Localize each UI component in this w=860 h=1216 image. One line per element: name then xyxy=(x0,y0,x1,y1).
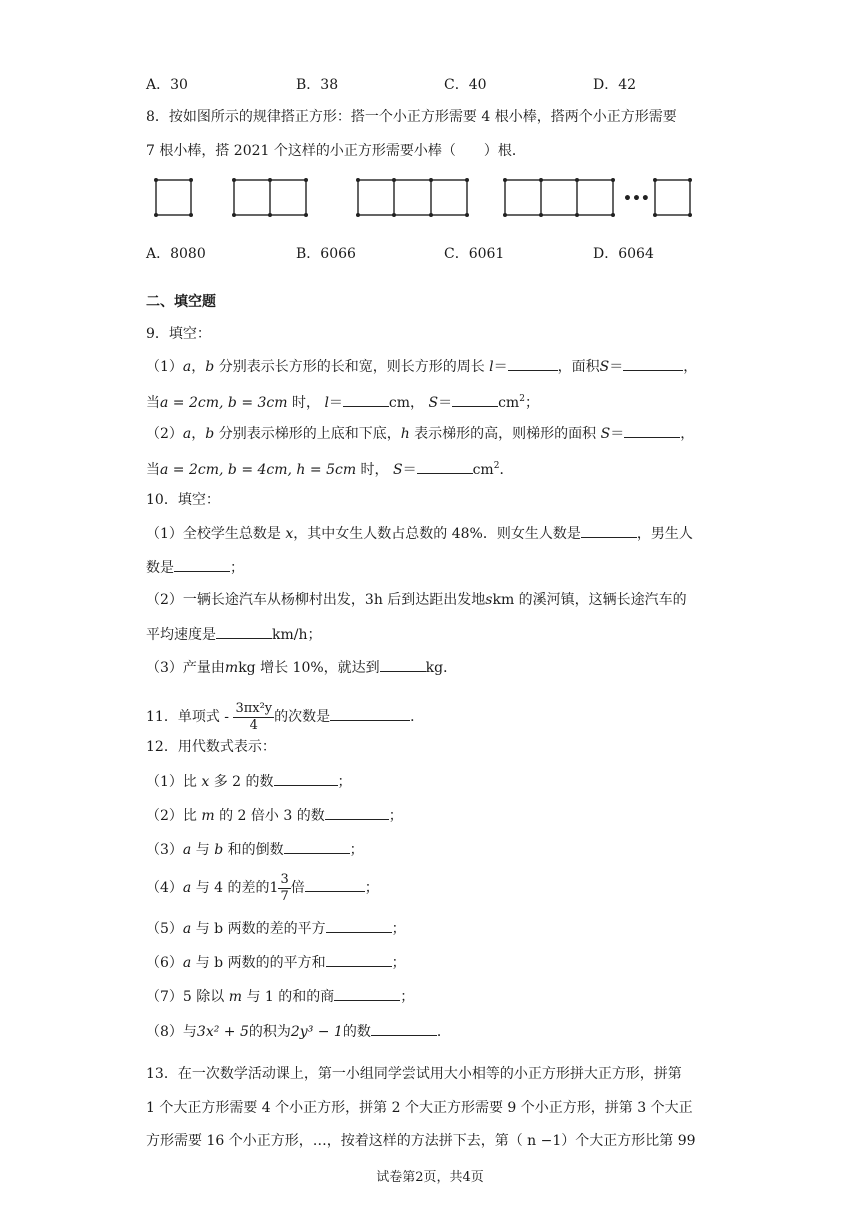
q7-option-b: B．38 xyxy=(296,77,339,93)
blank xyxy=(371,1021,437,1036)
q11-fraction: $\frac{\text{3πx²y}}{4}$ xyxy=(235,700,273,733)
q12-item-8: （8）与3x² + 5的积为2y³ − 1的数 ． xyxy=(146,1021,451,1042)
square-group-last xyxy=(655,180,690,215)
q12-title: 12．用代数式表示： xyxy=(146,739,276,755)
q12-item-3: （3）a 与 b 和的倒数 ； xyxy=(146,839,364,860)
q10-part1-line2: 数是 ； xyxy=(146,557,244,578)
q7-option-d: D．42 xyxy=(593,77,637,93)
q9-part1-line1: （1）a，b 分别表示长方形的长和宽，则长方形的周长 l＝ ，面积S＝ ， xyxy=(146,356,697,377)
square-group-3 xyxy=(358,180,467,215)
q10-part2-line1: （2）一辆长途汽车从杨柳村出发，3h 后到达距出发地skm 的溪河镇，这辆长途汽车的 xyxy=(146,592,687,608)
q8-line-1: 8．按如图所示的规律搭正方形：搭一个小正方形需要 4 根小棒，搭两个小正方形需要 xyxy=(146,109,677,125)
q12-item-6: （6）a 与 b 两数的的平方和 ； xyxy=(146,952,406,973)
blank xyxy=(326,952,392,967)
q12-item-5: （5）a 与 b 两数的差的平方 ； xyxy=(146,918,406,939)
blank xyxy=(325,805,389,820)
q10-part2-line2: 平均速度是 km/h； xyxy=(146,624,322,645)
blank xyxy=(581,523,637,538)
q8-option-b: B．6066 xyxy=(296,246,356,262)
blank xyxy=(274,771,338,786)
ellipsis-dots: ••• xyxy=(623,191,650,207)
blank xyxy=(417,459,473,474)
q12-item-1: （1）比 x 多 2 的数 ； xyxy=(146,771,352,792)
q8-option-c: C．6061 xyxy=(444,246,505,262)
blank xyxy=(216,624,272,639)
mixed-fraction: $\frac{3}{7}$ xyxy=(280,871,289,904)
q10-title: 10．填空： xyxy=(146,492,220,508)
q13-line-1: 13．在一次数学活动课上，第一小组同学尝试用大小相等的小正方形拼大正方形，拼第 xyxy=(146,1066,682,1082)
page-footer: 试卷第2页，共4页 xyxy=(376,1170,484,1185)
q9-part2-line2: 当a = 2cm, b = 4cm, h = 5cm 时， $S= cm^2$． xyxy=(146,461,514,478)
q13-line-2: 1 个大正方形需要 4 个小正方形，拼第 2 个大正方形需要 9 个小正方形，拼第 3 个大正 xyxy=(146,1100,693,1116)
q8-option-d: D．6064 xyxy=(593,246,654,262)
section-heading: 二、填空题 xyxy=(146,294,216,310)
q8-line-2: 7 根小棒，搭 2021 个这样的小正方形需要小棒（ ）根． xyxy=(146,143,526,159)
matchstick-squares-figure xyxy=(150,172,710,222)
q7-option-a: A．30 xyxy=(146,77,188,93)
q9-part2-line1: （2）a，b 分别表示梯形的上底和下底，h 表示梯形的高，则梯形的面积 S＝ ， xyxy=(146,423,694,444)
q9-part1-line2: 当a = 2cm, b = 3cm 时， l＝ cm， $S= cm^2$； xyxy=(146,394,539,411)
q7-option-c: C．40 xyxy=(444,77,487,93)
q13-line-3: 方形需要 16 个小正方形，…，按着这样的方法拼下去，第（ n −1）个大正方形比第 99 xyxy=(146,1133,696,1149)
blank xyxy=(343,392,389,407)
square-group-1 xyxy=(156,180,191,215)
blank xyxy=(452,392,498,407)
q11: 11．单项式 - $\frac{\text{3πx²y}}{4}$ 的次数是 ． xyxy=(146,700,425,733)
blank xyxy=(330,706,410,721)
q10-part3: （3）产量由mkg 增长 10%，就达到 kg． xyxy=(146,657,457,678)
q12-item-7: （7）5 除以 m 与 1 的和的商 ； xyxy=(146,986,414,1007)
blank xyxy=(334,986,400,1001)
q12-item-2: （2）比 m 的 2 倍小 3 的数 ； xyxy=(146,805,403,826)
q8-option-a: A．8080 xyxy=(146,246,206,262)
blank xyxy=(305,877,365,892)
blank xyxy=(623,356,683,371)
blank xyxy=(284,839,350,854)
blank xyxy=(624,423,680,438)
q12-item-4: （4）a 与 4 的差的1 $\frac{3}{7}$ 倍 ； xyxy=(146,871,379,904)
blank xyxy=(508,356,558,371)
q9-title: 9．填空： xyxy=(146,326,211,342)
square-group-4 xyxy=(505,180,613,215)
blank xyxy=(174,557,230,572)
blank xyxy=(380,657,426,672)
q10-part1-line1: （1）全校学生总数是 x，其中女生人数占总数的 48%．则女生人数是 ，男生人 xyxy=(146,523,693,544)
blank xyxy=(326,918,392,933)
